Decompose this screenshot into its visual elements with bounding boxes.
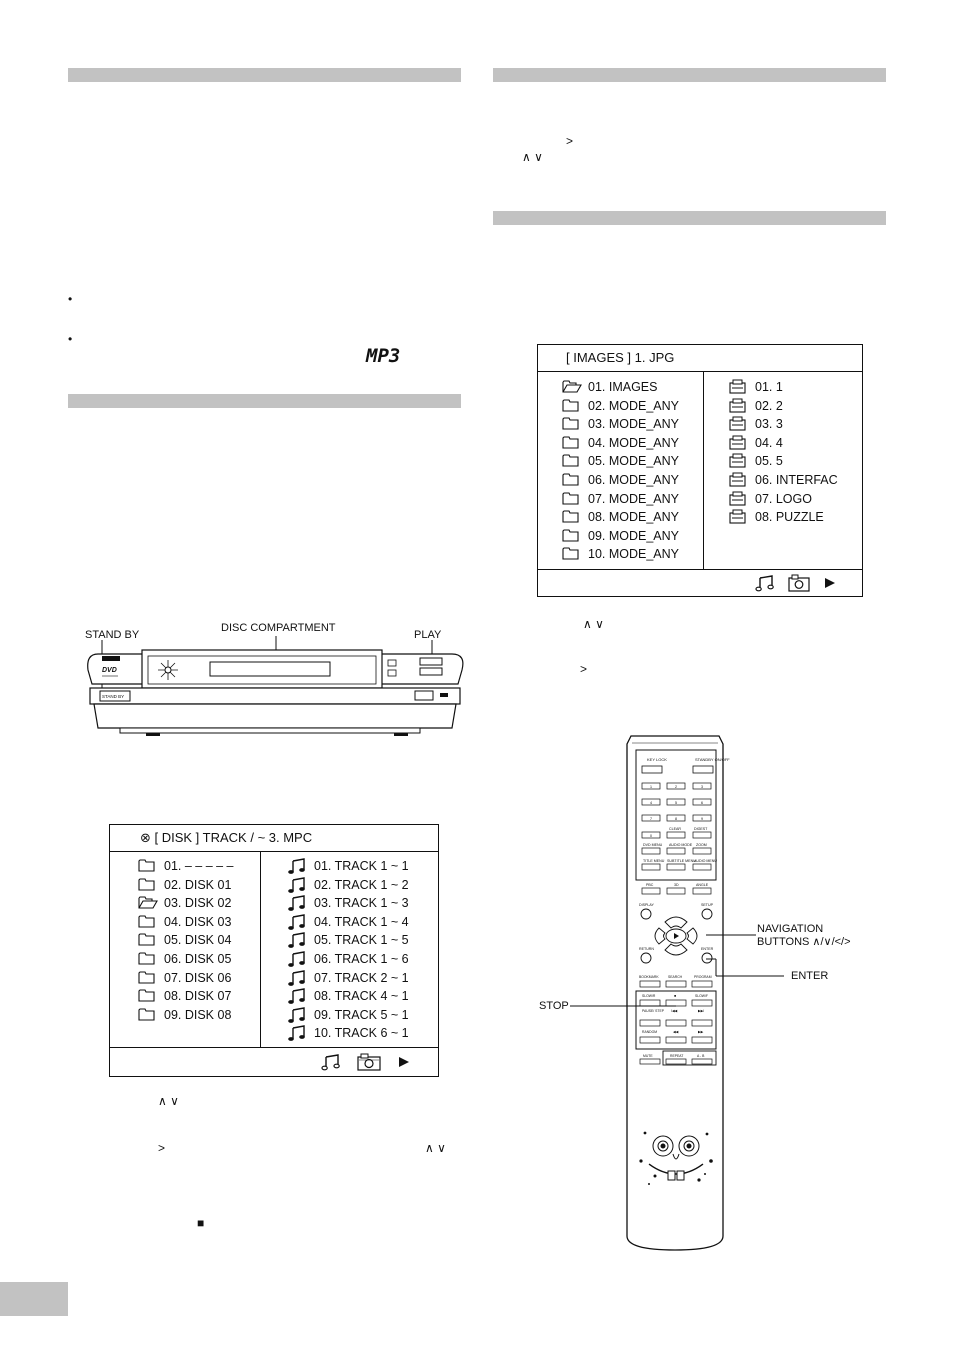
section-bar-right-jpg xyxy=(493,211,886,225)
svg-text:PBC: PBC xyxy=(646,883,654,887)
svg-text:2: 2 xyxy=(675,785,677,789)
bullet: • xyxy=(68,292,73,306)
folder-icon xyxy=(562,546,579,560)
svg-text:I◀◀: I◀◀ xyxy=(671,1009,678,1013)
svg-text:7: 7 xyxy=(650,817,652,821)
svg-text:DVD MENU: DVD MENU xyxy=(643,843,663,847)
svg-text:STAND BY: STAND BY xyxy=(102,694,125,699)
svg-text:PAUSE/ STEP: PAUSE/ STEP xyxy=(642,1009,664,1013)
svg-text:MP3: MP3 xyxy=(366,345,401,367)
svg-text:SEARCH: SEARCH xyxy=(668,975,683,979)
folder-icon xyxy=(138,877,155,891)
dvd-player-illustration xyxy=(80,636,470,748)
folder-icon xyxy=(138,858,155,872)
svg-text:AUDIO MENU: AUDIO MENU xyxy=(694,859,717,863)
navigation-buttons-callout: BUTTONS ∧/∨/</> xyxy=(757,936,851,948)
svg-text:AUDIO MODE: AUDIO MODE xyxy=(669,843,693,847)
music-note-icon xyxy=(288,877,306,893)
svg-text:STANDBY ON/OFF: STANDBY ON/OFF xyxy=(695,757,730,762)
music-note-icon xyxy=(756,575,774,591)
svg-text:TITLE MENU: TITLE MENU xyxy=(643,859,665,863)
folder-icon xyxy=(562,453,579,467)
music-note-icon xyxy=(288,970,306,986)
folder-icon xyxy=(562,435,579,449)
folder-icon xyxy=(138,914,155,928)
screen-footer xyxy=(538,569,862,596)
svg-text:DIGEST: DIGEST xyxy=(694,827,708,831)
play-label: PLAY xyxy=(414,629,442,641)
folder-icon xyxy=(562,398,579,412)
screen-header xyxy=(538,345,862,372)
svg-text:MUTE: MUTE xyxy=(643,1054,653,1058)
svg-text:▶▶I: ▶▶I xyxy=(698,1009,705,1013)
svg-text:5: 5 xyxy=(675,801,677,805)
folder-icon xyxy=(562,416,579,430)
music-note-icon xyxy=(322,1054,340,1070)
folder-icon xyxy=(138,951,155,965)
folder-icon xyxy=(138,988,155,1002)
folder-icon xyxy=(562,491,579,505)
navigation-callout: NAVIGATION xyxy=(757,923,824,935)
camera-icon xyxy=(729,416,746,431)
section-bar-right-top xyxy=(493,68,886,82)
camera-icon xyxy=(356,1053,382,1071)
disc-compartment-label: DISC COMPARTMENT xyxy=(221,622,336,634)
right-arrow-glyph: > xyxy=(566,134,574,148)
svg-text:ANGLE: ANGLE xyxy=(696,883,709,887)
svg-text:3: 3 xyxy=(701,785,703,789)
svg-text:SUBTITLE MENU: SUBTITLE MENU xyxy=(667,859,696,863)
music-note-icon xyxy=(288,1025,306,1041)
svg-text:ZOOM: ZOOM xyxy=(696,843,707,847)
camera-icon xyxy=(729,472,746,487)
music-note-icon xyxy=(288,932,306,948)
stop-callout: STOP xyxy=(539,1000,569,1012)
svg-text:CLEAR: CLEAR xyxy=(669,827,681,831)
folder-icon xyxy=(138,1007,155,1021)
enter-callout: ENTER xyxy=(791,970,829,982)
svg-text:RANDOM: RANDOM xyxy=(642,1030,658,1034)
open-folder-icon xyxy=(138,895,158,909)
svg-text:RETURN: RETURN xyxy=(639,947,654,951)
music-note-icon xyxy=(288,951,306,967)
svg-text:9: 9 xyxy=(701,817,703,821)
svg-text:▶▶: ▶▶ xyxy=(698,1030,704,1034)
up-down-arrows-glyph: ∧ ∨ xyxy=(583,617,604,631)
bullet: • xyxy=(68,332,73,346)
music-note-icon xyxy=(288,895,306,911)
screen-header-text: ⊗ [ DISK ] TRACK / ~ 3. MPC xyxy=(140,830,313,845)
mp3-logo xyxy=(366,344,406,371)
screen-footer xyxy=(110,1047,438,1076)
music-note-icon xyxy=(288,858,306,874)
svg-text:8: 8 xyxy=(675,817,677,821)
section-bar-left-play xyxy=(68,394,461,408)
screen-divider xyxy=(703,371,704,570)
svg-text:ENTER: ENTER xyxy=(701,947,714,951)
folder-icon xyxy=(138,970,155,984)
svg-text:4: 4 xyxy=(650,801,652,805)
camera-icon xyxy=(788,574,810,592)
folder-icon xyxy=(562,528,579,542)
stand-by-label: STAND BY xyxy=(85,629,140,641)
right-arrow-glyph: > xyxy=(580,662,588,676)
svg-text:◀◀: ◀◀ xyxy=(673,1030,679,1034)
svg-text:3D: 3D xyxy=(674,883,679,887)
page-number-tab xyxy=(0,1282,68,1316)
right-arrow-glyph: > xyxy=(158,1141,166,1155)
svg-text:SETUP: SETUP xyxy=(701,903,713,907)
svg-text:SLOW/F: SLOW/F xyxy=(695,994,708,998)
camera-icon xyxy=(729,509,746,524)
svg-text:DVD: DVD xyxy=(102,667,117,674)
play-icon xyxy=(398,1056,410,1068)
camera-icon xyxy=(729,491,746,506)
svg-text:DISPLAY: DISPLAY xyxy=(639,903,654,907)
up-down-arrows-glyph: ∧ ∨ xyxy=(522,150,543,164)
svg-text:6: 6 xyxy=(701,801,703,805)
music-note-icon xyxy=(288,988,306,1004)
music-note-icon xyxy=(288,1007,306,1023)
svg-text:0: 0 xyxy=(650,834,652,838)
camera-icon xyxy=(729,398,746,413)
mp3-logo-icon xyxy=(366,344,406,366)
folder-icon xyxy=(562,509,579,523)
svg-text:BOOKMARK: BOOKMARK xyxy=(639,975,659,979)
camera-icon xyxy=(729,453,746,468)
svg-text:KEY LOCK: KEY LOCK xyxy=(647,757,667,762)
svg-text:A - B: A - B xyxy=(697,1054,705,1058)
music-note-icon xyxy=(288,914,306,930)
folder-icon xyxy=(562,472,579,486)
up-down-arrows-glyph: ∧ ∨ xyxy=(158,1094,179,1108)
screen-header-text: [ IMAGES ] 1. JPG xyxy=(566,350,675,365)
screen-header xyxy=(110,825,438,852)
camera-icon xyxy=(729,379,746,394)
section-bar-mp3 xyxy=(68,68,461,82)
up-down-arrows-glyph: ∧ ∨ xyxy=(425,1141,446,1155)
stop-symbol-glyph: ■ xyxy=(197,1216,205,1230)
svg-text:PROGRAM: PROGRAM xyxy=(694,975,712,979)
svg-text:■: ■ xyxy=(674,994,677,998)
open-folder-icon xyxy=(562,379,582,393)
folder-icon xyxy=(138,932,155,946)
camera-icon xyxy=(729,435,746,450)
svg-text:SLOW/R: SLOW/R xyxy=(642,994,656,998)
svg-text:REPEAT: REPEAT xyxy=(670,1054,684,1058)
play-icon xyxy=(824,577,836,589)
screen-divider xyxy=(260,851,261,1048)
svg-text:1: 1 xyxy=(650,785,652,789)
